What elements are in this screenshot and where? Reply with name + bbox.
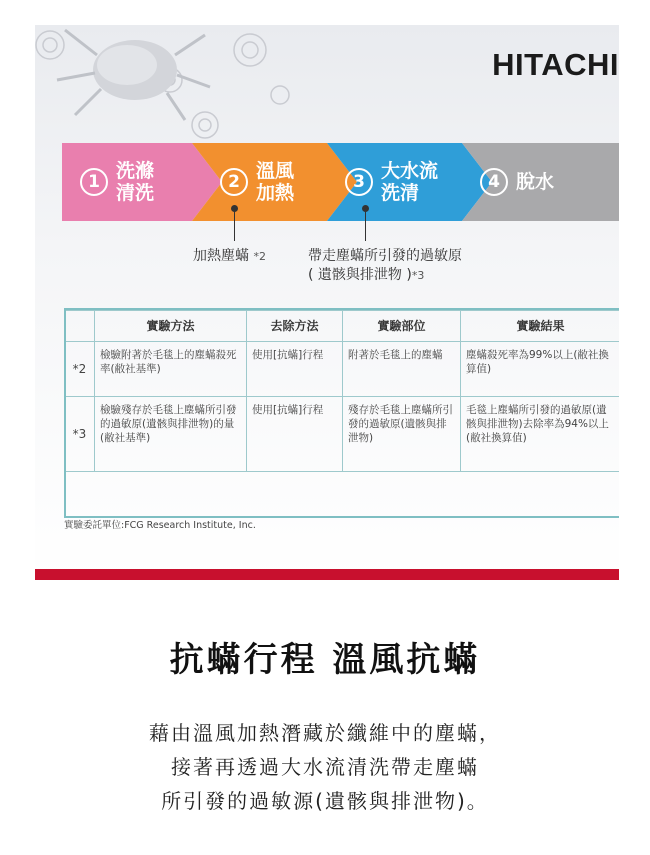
experiment-table bbox=[64, 310, 619, 472]
table-header: 實驗部位 bbox=[343, 311, 461, 342]
table-header: 實驗結果 bbox=[461, 311, 620, 342]
table-row bbox=[65, 397, 620, 472]
table-header: 去除方法 bbox=[247, 311, 343, 342]
wash-note-ref: *3 bbox=[411, 269, 425, 282]
heat-note-ref: *2 bbox=[253, 250, 266, 263]
cell-result: 毛毯上塵蟎所引發的過敏原(遺骸與排泄物)去除率為94%以上(敝社換算值) bbox=[461, 397, 620, 472]
row-mark: *3 bbox=[65, 397, 95, 472]
step-label: 大水流 洗清 bbox=[381, 160, 439, 204]
wash-note bbox=[308, 247, 462, 285]
step-number: 1 bbox=[80, 168, 108, 196]
step-label: 洗滌 清洗 bbox=[116, 160, 155, 204]
cell-method: 檢驗附著於毛毯上的塵蟎殺死率(敝社基準) bbox=[95, 342, 247, 397]
wash-process-steps bbox=[62, 143, 619, 221]
table-header: 實驗方法 bbox=[95, 311, 247, 342]
row-mark: *2 bbox=[65, 342, 95, 397]
dust-mite-illustration bbox=[35, 25, 335, 155]
description-line: 所引發的過敏源(遺骸與排泄物)。 bbox=[161, 789, 489, 813]
connector-line bbox=[365, 209, 366, 241]
description-line: 接著再透過大水流清洗帶走塵蟎 bbox=[171, 755, 479, 779]
table-row bbox=[65, 342, 620, 397]
hitachi-logo: HITACHI bbox=[492, 47, 619, 82]
step-spin bbox=[480, 143, 554, 221]
step-number: 2 bbox=[220, 168, 248, 196]
heat-note-text: 加熱塵蟎 bbox=[193, 248, 249, 264]
heat-note bbox=[193, 247, 266, 266]
product-banner bbox=[35, 25, 619, 580]
step-wash bbox=[80, 143, 154, 221]
cell-part: 殘存於毛毯上塵蟎所引發的過敏原(遺骸與排泄物) bbox=[343, 397, 461, 472]
table-footnote: 實驗委託單位:FCG Research Institute, Inc. bbox=[64, 520, 256, 531]
cell-part: 附著於毛毯上的塵蟎 bbox=[343, 342, 461, 397]
step-label: 溫風 加熱 bbox=[256, 160, 295, 204]
cell-result: 塵蟎殺死率為99%以上(敝社換算值) bbox=[461, 342, 620, 397]
connector-line bbox=[234, 209, 235, 241]
accent-bar bbox=[35, 569, 619, 580]
step-label: 脫水 bbox=[516, 171, 555, 193]
cell-method: 檢驗殘存於毛毯上塵蟎所引發的過敏原(遺骸與排泄物)的量(敝社基準) bbox=[95, 397, 247, 472]
cell-removal: 使用[抗蟎]行程 bbox=[247, 397, 343, 472]
cell-removal: 使用[抗蟎]行程 bbox=[247, 342, 343, 397]
description-line: 藉由溫風加熱潛藏於纖維中的塵蟎， bbox=[149, 721, 501, 745]
table-header-mark bbox=[65, 311, 95, 342]
table-header-row bbox=[65, 311, 620, 342]
wash-note-line2: ( 遺骸與排泄物 ) bbox=[308, 267, 412, 283]
step-number: 3 bbox=[345, 168, 373, 196]
step-number: 4 bbox=[480, 168, 508, 196]
headline: 抗蟎行程 溫風抗蟎 bbox=[169, 640, 481, 680]
description bbox=[0, 716, 650, 818]
wash-note-line1: 帶走塵蟎所引發的過敏原 bbox=[308, 248, 462, 264]
step-rinse bbox=[345, 143, 438, 221]
